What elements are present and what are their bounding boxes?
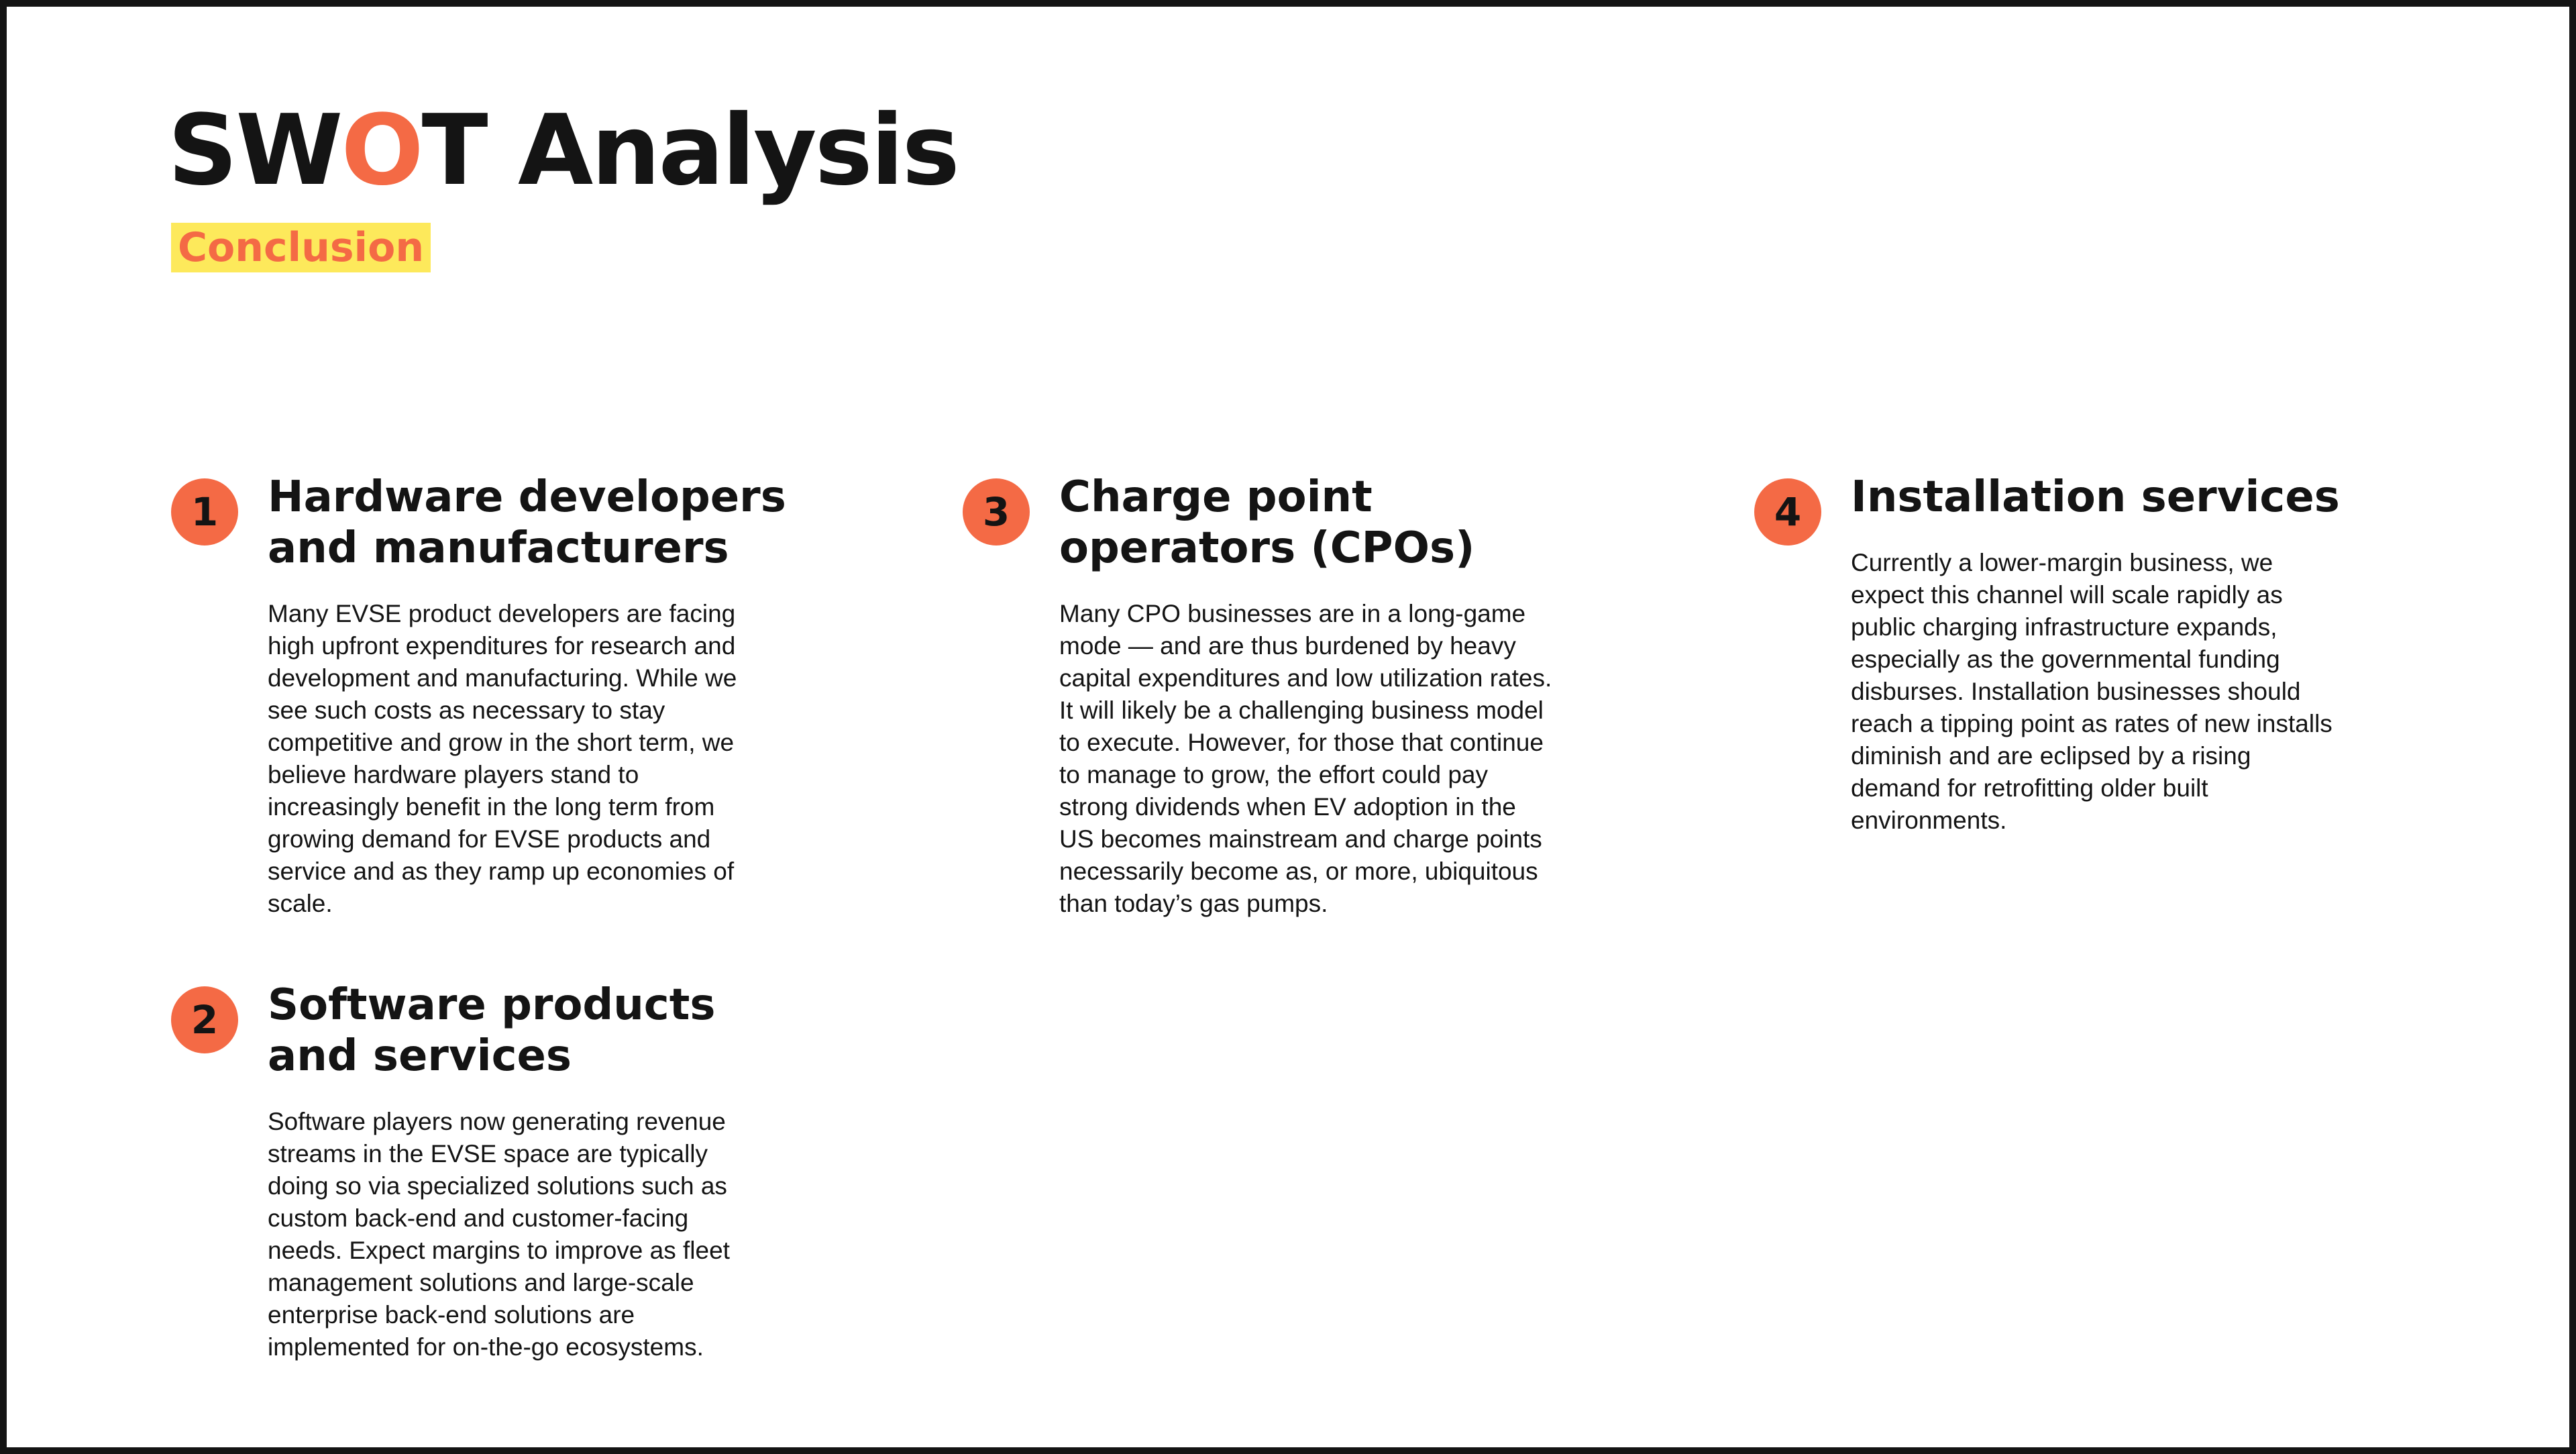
number-badge: 3 [963, 478, 1030, 546]
item-body: Many EVSE product developers are facing high upfront expenditures for research and development and manufacturing. While we see such costs as necessary to stay competitive and grow in the short term, we believe hardware players stand to increasingly benefit in the long term from growing demand for EVSE products and service and as they ramp up economies of scale. [268, 600, 737, 917]
item-title: Software products and services [268, 980, 716, 1081]
item-body: Software players now generating revenue streams in the EVSE space are typically doing so via specialized solutions such as custom back-end and customer-facing needs. Expect margins to improve as fleet management solutions and large-scale enterprise back-end solutions are implemented for on-the-go ecosystems. [268, 1108, 730, 1361]
page-title [168, 81, 958, 221]
item-body: Currently a lower-margin business, we expect this channel will scale rapidly as public charging infrastructure expands, especially as the governmental funding disburses. Installation businesses should reach a tipping point as rates of new installs diminish and are eclipsed by a rising demand for retrofitting older built environments. [1851, 549, 2332, 834]
number-badge: 2 [171, 986, 238, 1053]
item-title: Charge point operators (CPOs) [1059, 472, 1475, 573]
item-title: Installation services [1851, 472, 2340, 522]
number-badge: 1 [171, 478, 238, 546]
item-body: Many CPO businesses are in a long-game mode — and are thus burdened by heavy capital expenditures and low utilization rates. It will likely be a challenging business model to execute. However, for those that continue to manage to grow, the effort could pay strong dividends when EV adoption in the US becomes mainstream and charge points necessarily become as, or more, ubiquitous than today’s gas pumps. [1059, 600, 1552, 917]
title-suffix: T Analysis [421, 94, 958, 207]
item-title: Hardware developers and manufacturers [268, 472, 786, 573]
title-prefix: SW [168, 94, 341, 207]
title-accent-letter: O [341, 94, 422, 207]
subtitle-highlight: Conclusion [171, 223, 431, 272]
number-badge: 4 [1754, 478, 1821, 546]
